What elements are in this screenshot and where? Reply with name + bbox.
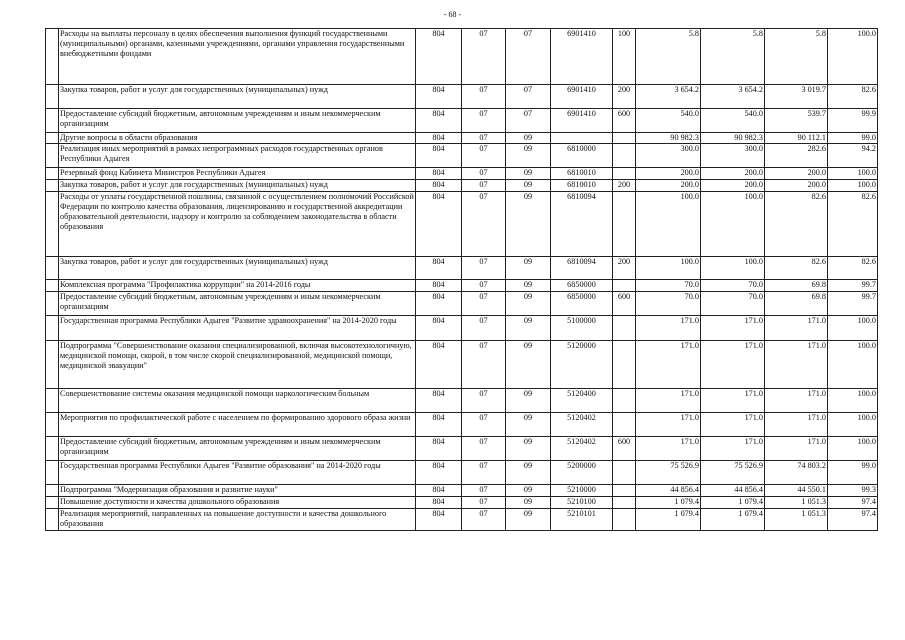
row-target-article: 5120402 [551, 413, 613, 437]
row-ministry-code: 804 [416, 133, 462, 144]
row-subsection-code: 09 [506, 461, 551, 485]
row-expense-type: 600 [613, 437, 636, 461]
budget-table [45, 28, 878, 531]
row-description: Расходы на выплаты персоналу в целях обеспечения выполнения функций государственными (муниципальными) органами, казенными учреждениями, органами управления государственными внебюджетными фондами [59, 29, 416, 85]
row-execution-percent: 99.0 [828, 133, 878, 144]
row-executed-amount: 82.6 [765, 192, 828, 257]
row-subsection-code: 09 [506, 292, 551, 316]
row-description: Реализация мероприятий, направленных на повышение доступности и качества дошкольного образования [59, 509, 416, 531]
row-execution-percent: 99.7 [828, 292, 878, 316]
row-subsection-code: 09 [506, 180, 551, 192]
row-executed-amount: 69.8 [765, 280, 828, 292]
row-target-article: 6810010 [551, 180, 613, 192]
row-executed-amount: 90 112.1 [765, 133, 828, 144]
row-budget-list-amount: 3 654.2 [701, 85, 765, 109]
row-description: Резервный фонд Кабинета Министров Республики Адыгея [59, 168, 416, 180]
row-execution-percent: 94.2 [828, 144, 878, 168]
row-expense-type: 200 [613, 180, 636, 192]
table-row [46, 29, 878, 85]
row-approved-amount: 300.0 [636, 144, 701, 168]
table-row [46, 509, 878, 531]
row-section-code: 07 [462, 180, 506, 192]
row-description: Закупка товаров, работ и услуг для государственных (муниципальных) нужд [59, 180, 416, 192]
row-margin-cell [46, 133, 59, 144]
row-margin-cell [46, 109, 59, 133]
row-margin-cell [46, 316, 59, 341]
row-execution-percent: 82.6 [828, 257, 878, 280]
row-description: Предоставление субсидий бюджетным, автономным учреждениям и иным некоммерческим организациям [59, 292, 416, 316]
row-ministry-code: 804 [416, 257, 462, 280]
row-expense-type [613, 461, 636, 485]
row-budget-list-amount: 100.0 [701, 257, 765, 280]
row-target-article: 6810000 [551, 144, 613, 168]
row-execution-percent: 97.4 [828, 497, 878, 509]
row-description: Реализация иных мероприятий в рамках непрограммных расходов государственных органов Республики Адыгея [59, 144, 416, 168]
row-section-code: 07 [462, 133, 506, 144]
row-ministry-code: 804 [416, 109, 462, 133]
row-target-article: 6810010 [551, 168, 613, 180]
row-budget-list-amount: 5.8 [701, 29, 765, 85]
row-target-article: 5120400 [551, 389, 613, 413]
row-description: Расходы от уплаты государственной пошлины, связанной с осуществлением полномочий Российской Федерации по контролю качества образования, лицензированию и государственной аккредитации образовательной деятельности, надзору и контролю за соблюдением законодательства в области образования [59, 192, 416, 257]
row-executed-amount: 539.7 [765, 109, 828, 133]
table-row [46, 316, 878, 341]
row-approved-amount: 100.0 [636, 257, 701, 280]
row-expense-type [613, 389, 636, 413]
row-ministry-code: 804 [416, 144, 462, 168]
row-description: Повышение доступности и качества дошкольного образования [59, 497, 416, 509]
row-description: Подпрограмма "Модернизация образования и развитие науки" [59, 485, 416, 497]
table-row [46, 292, 878, 316]
row-description: Закупка товаров, работ и услуг для государственных (муниципальных) нужд [59, 257, 416, 280]
table-row [46, 257, 878, 280]
row-approved-amount: 44 856.4 [636, 485, 701, 497]
row-margin-cell [46, 437, 59, 461]
table-row [46, 341, 878, 389]
row-margin-cell [46, 257, 59, 280]
table-row [46, 180, 878, 192]
table-row [46, 497, 878, 509]
row-approved-amount: 171.0 [636, 341, 701, 389]
row-ministry-code: 804 [416, 168, 462, 180]
row-section-code: 07 [462, 509, 506, 531]
row-approved-amount: 75 526.9 [636, 461, 701, 485]
row-executed-amount: 3 019.7 [765, 85, 828, 109]
row-approved-amount: 171.0 [636, 316, 701, 341]
row-executed-amount: 171.0 [765, 316, 828, 341]
table-row [46, 389, 878, 413]
row-approved-amount: 200.0 [636, 168, 701, 180]
row-margin-cell [46, 341, 59, 389]
row-expense-type [613, 133, 636, 144]
row-ministry-code: 804 [416, 316, 462, 341]
row-subsection-code: 09 [506, 144, 551, 168]
row-subsection-code: 07 [506, 85, 551, 109]
row-description: Закупка товаров, работ и услуг для государственных (муниципальных) нужд [59, 85, 416, 109]
table-row [46, 280, 878, 292]
row-section-code: 07 [462, 413, 506, 437]
row-execution-percent: 100.0 [828, 437, 878, 461]
row-description: Предоставление субсидий бюджетным, автономным учреждениям и иным некоммерческим организациям [59, 109, 416, 133]
row-target-article: 6901410 [551, 85, 613, 109]
row-expense-type: 100 [613, 29, 636, 85]
row-approved-amount: 70.0 [636, 292, 701, 316]
row-subsection-code: 09 [506, 280, 551, 292]
row-budget-list-amount: 300.0 [701, 144, 765, 168]
row-approved-amount: 540.0 [636, 109, 701, 133]
row-target-article: 6810094 [551, 257, 613, 280]
row-section-code: 07 [462, 109, 506, 133]
row-margin-cell [46, 509, 59, 531]
row-ministry-code: 804 [416, 413, 462, 437]
row-execution-percent: 82.6 [828, 192, 878, 257]
row-execution-percent: 100.0 [828, 180, 878, 192]
row-subsection-code: 09 [506, 497, 551, 509]
row-ministry-code: 804 [416, 497, 462, 509]
page-number: - 68 - [443, 10, 462, 19]
row-budget-list-amount: 44 856.4 [701, 485, 765, 497]
row-section-code: 07 [462, 192, 506, 257]
row-execution-percent: 100.0 [828, 341, 878, 389]
row-executed-amount: 69.8 [765, 292, 828, 316]
row-executed-amount: 282.6 [765, 144, 828, 168]
row-section-code: 07 [462, 144, 506, 168]
row-target-article: 5210000 [551, 485, 613, 497]
row-ministry-code: 804 [416, 509, 462, 531]
row-budget-list-amount: 75 526.9 [701, 461, 765, 485]
row-subsection-code: 09 [506, 192, 551, 257]
row-margin-cell [46, 180, 59, 192]
row-subsection-code: 09 [506, 389, 551, 413]
row-budget-list-amount: 171.0 [701, 341, 765, 389]
row-execution-percent: 99.0 [828, 461, 878, 485]
row-target-article: 6901410 [551, 29, 613, 85]
row-margin-cell [46, 461, 59, 485]
row-description: Комплексная программа "Профилактика коррупции" на 2014-2016 годы [59, 280, 416, 292]
row-description: Предоставление субсидий бюджетным, автономным учреждениям и иным некоммерческим организациям [59, 437, 416, 461]
row-subsection-code: 09 [506, 413, 551, 437]
row-expense-type [613, 168, 636, 180]
row-ministry-code: 804 [416, 437, 462, 461]
row-executed-amount: 1 051.3 [765, 497, 828, 509]
row-approved-amount: 200.0 [636, 180, 701, 192]
table-row [46, 192, 878, 257]
row-section-code: 07 [462, 257, 506, 280]
row-description: Государственная программа Республики Адыгея "Развитие образования" на 2014-2020 годы [59, 461, 416, 485]
row-subsection-code: 09 [506, 509, 551, 531]
row-expense-type [613, 144, 636, 168]
row-section-code: 07 [462, 280, 506, 292]
row-execution-percent: 99.9 [828, 109, 878, 133]
row-description: Мероприятия по профилактической работе с населением по формированию здорового образа жизни [59, 413, 416, 437]
row-margin-cell [46, 389, 59, 413]
row-approved-amount: 1 079.4 [636, 497, 701, 509]
row-section-code: 07 [462, 461, 506, 485]
row-target-article: 5210101 [551, 509, 613, 531]
row-margin-cell [46, 29, 59, 85]
row-approved-amount: 171.0 [636, 437, 701, 461]
row-budget-list-amount: 1 079.4 [701, 497, 765, 509]
row-section-code: 07 [462, 497, 506, 509]
row-approved-amount: 100.0 [636, 192, 701, 257]
row-budget-list-amount: 540.0 [701, 109, 765, 133]
row-executed-amount: 5.8 [765, 29, 828, 85]
row-subsection-code: 09 [506, 437, 551, 461]
row-subsection-code: 07 [506, 109, 551, 133]
row-description: Государственная программа Республики Адыгея "Развитие здравоохранения" на 2014-2020 годы [59, 316, 416, 341]
row-budget-list-amount: 171.0 [701, 389, 765, 413]
row-execution-percent: 100.0 [828, 389, 878, 413]
row-margin-cell [46, 144, 59, 168]
row-executed-amount: 74 803.2 [765, 461, 828, 485]
row-section-code: 07 [462, 85, 506, 109]
row-description: Другие вопросы в области образования [59, 133, 416, 144]
row-subsection-code: 09 [506, 485, 551, 497]
row-section-code: 07 [462, 341, 506, 389]
row-approved-amount: 3 654.2 [636, 85, 701, 109]
row-budget-list-amount: 100.0 [701, 192, 765, 257]
row-target-article: 5120402 [551, 437, 613, 461]
row-approved-amount: 70.0 [636, 280, 701, 292]
row-execution-percent: 100.0 [828, 316, 878, 341]
row-target-article: 6810094 [551, 192, 613, 257]
row-budget-list-amount: 171.0 [701, 316, 765, 341]
row-ministry-code: 804 [416, 485, 462, 497]
row-expense-type: 200 [613, 85, 636, 109]
row-budget-list-amount: 200.0 [701, 168, 765, 180]
row-ministry-code: 804 [416, 192, 462, 257]
row-approved-amount: 171.0 [636, 413, 701, 437]
row-target-article: 6850000 [551, 280, 613, 292]
row-subsection-code: 09 [506, 341, 551, 389]
row-ministry-code: 804 [416, 341, 462, 389]
row-expense-type [613, 509, 636, 531]
row-target-article: 5200000 [551, 461, 613, 485]
row-expense-type [613, 497, 636, 509]
row-executed-amount: 44 550.1 [765, 485, 828, 497]
row-approved-amount: 5.8 [636, 29, 701, 85]
table-row [46, 437, 878, 461]
row-expense-type [613, 280, 636, 292]
row-expense-type: 200 [613, 257, 636, 280]
table-row [46, 413, 878, 437]
row-execution-percent: 99.7 [828, 280, 878, 292]
row-executed-amount: 200.0 [765, 180, 828, 192]
row-budget-list-amount: 90 982.3 [701, 133, 765, 144]
row-section-code: 07 [462, 168, 506, 180]
row-execution-percent: 99.3 [828, 485, 878, 497]
row-section-code: 07 [462, 292, 506, 316]
row-executed-amount: 171.0 [765, 437, 828, 461]
row-execution-percent: 82.6 [828, 85, 878, 109]
row-approved-amount: 1 079.4 [636, 509, 701, 531]
row-subsection-code: 09 [506, 168, 551, 180]
row-section-code: 07 [462, 29, 506, 85]
row-executed-amount: 171.0 [765, 389, 828, 413]
row-target-article: 6850000 [551, 292, 613, 316]
row-target-article: 6901410 [551, 109, 613, 133]
row-section-code: 07 [462, 389, 506, 413]
row-budget-list-amount: 1 079.4 [701, 509, 765, 531]
row-ministry-code: 804 [416, 29, 462, 85]
row-margin-cell [46, 485, 59, 497]
row-expense-type [613, 316, 636, 341]
row-subsection-code: 09 [506, 133, 551, 144]
row-margin-cell [46, 280, 59, 292]
row-margin-cell [46, 292, 59, 316]
row-margin-cell [46, 168, 59, 180]
row-target-article: 5120000 [551, 341, 613, 389]
row-target-article: 5100000 [551, 316, 613, 341]
row-executed-amount: 171.0 [765, 341, 828, 389]
table-row [46, 168, 878, 180]
table-row [46, 85, 878, 109]
row-executed-amount: 200.0 [765, 168, 828, 180]
row-expense-type: 600 [613, 292, 636, 316]
row-margin-cell [46, 497, 59, 509]
row-expense-type: 600 [613, 109, 636, 133]
row-approved-amount: 90 982.3 [636, 133, 701, 144]
row-section-code: 07 [462, 316, 506, 341]
row-ministry-code: 804 [416, 280, 462, 292]
row-margin-cell [46, 192, 59, 257]
row-ministry-code: 804 [416, 180, 462, 192]
row-expense-type [613, 485, 636, 497]
table-row [46, 109, 878, 133]
row-executed-amount: 171.0 [765, 413, 828, 437]
row-approved-amount: 171.0 [636, 389, 701, 413]
row-execution-percent: 100.0 [828, 413, 878, 437]
row-description: Подпрограмма "Совершенствование оказания специализированной, включая высокотехнологичную, медицинской помощи, скорой, в том числе скорой специализированной, медицинской помощи, медицинской эвакуации" [59, 341, 416, 389]
row-budget-list-amount: 70.0 [701, 292, 765, 316]
row-section-code: 07 [462, 437, 506, 461]
row-budget-list-amount: 70.0 [701, 280, 765, 292]
row-execution-percent: 97.4 [828, 509, 878, 531]
row-ministry-code: 804 [416, 389, 462, 413]
row-expense-type [613, 341, 636, 389]
row-target-article [551, 133, 613, 144]
table-row [46, 485, 878, 497]
row-margin-cell [46, 413, 59, 437]
row-target-article: 5210100 [551, 497, 613, 509]
row-budget-list-amount: 171.0 [701, 413, 765, 437]
table-row [46, 144, 878, 168]
table-row [46, 133, 878, 144]
row-ministry-code: 804 [416, 85, 462, 109]
row-execution-percent: 100.0 [828, 29, 878, 85]
table-row [46, 461, 878, 485]
row-subsection-code: 09 [506, 257, 551, 280]
row-executed-amount: 82.6 [765, 257, 828, 280]
row-description: Совершенствование системы оказания медицинской помощи наркологическим больным [59, 389, 416, 413]
row-margin-cell [46, 85, 59, 109]
row-budget-list-amount: 200.0 [701, 180, 765, 192]
row-budget-list-amount: 171.0 [701, 437, 765, 461]
row-section-code: 07 [462, 485, 506, 497]
row-expense-type [613, 413, 636, 437]
row-subsection-code: 09 [506, 316, 551, 341]
row-expense-type [613, 192, 636, 257]
row-ministry-code: 804 [416, 292, 462, 316]
row-executed-amount: 1 051.3 [765, 509, 828, 531]
row-ministry-code: 804 [416, 461, 462, 485]
row-subsection-code: 07 [506, 29, 551, 85]
row-execution-percent: 100.0 [828, 168, 878, 180]
